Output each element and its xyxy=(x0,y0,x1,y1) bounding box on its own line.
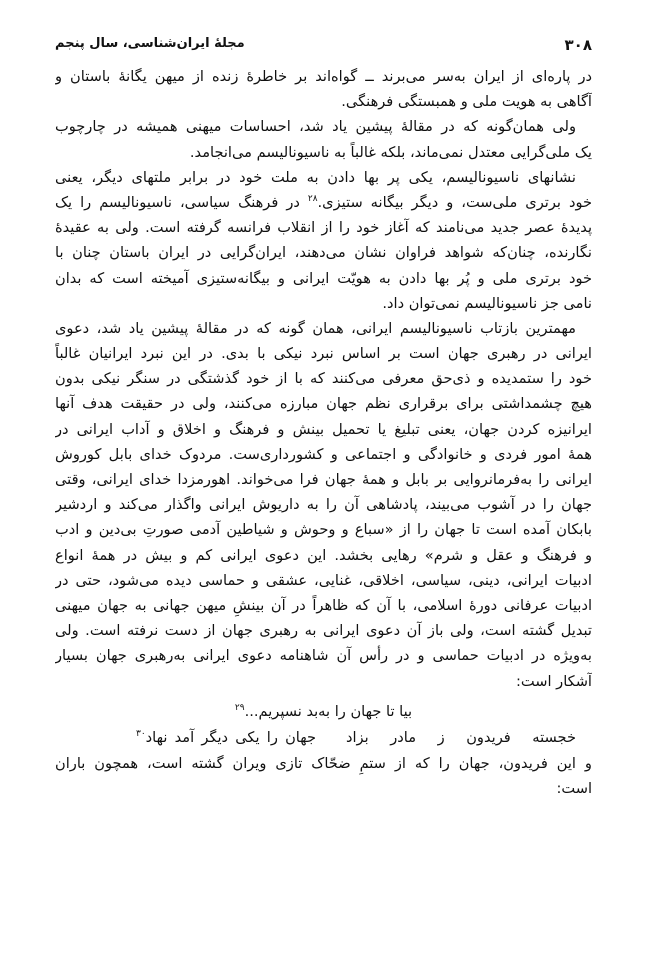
text-line: همهٔ امور فردی و خانوادگی و اجتماعی و کشورداری‌ست. مردوک خدای بابل کوروش xyxy=(55,445,592,463)
text-line: و این فریدون، جهان را که از ستمِ ضحّاک تازی ویران گشته است، همچون باران xyxy=(55,754,592,772)
text-segment: در فرهنگ سیاسی، ناسیونالیسم را یک xyxy=(55,193,300,211)
hemistich-gap xyxy=(316,725,346,751)
text-line: جهان را در آشوب می‌بیند، پادشاهی آن را به داریوش ایرانی واگذار می‌کند و اردشیر xyxy=(55,496,592,514)
journal-title: مجلهٔ ایران‌شناسی، سال پنجم xyxy=(55,36,245,51)
verse-title xyxy=(55,698,592,725)
footnote-ref-29: ۲۹ xyxy=(234,702,245,713)
text-segment: خود برتری ملی‌ست، و دیگر بیگانه ستیزی. xyxy=(317,193,592,211)
hemistich-2 xyxy=(136,725,316,751)
hemistich-1: خجسته فریدون ز مادر بزاد xyxy=(346,728,576,746)
verse-couplet xyxy=(55,725,592,751)
hemistich-2-text: جهان را یکی دیگر آمد نهاد xyxy=(145,728,316,746)
text-line: خود برتری ملی و پُر بها دادن به هویّت ایرانی و بیگانه‌ستیزی آمیخته است که بدان xyxy=(55,269,592,287)
text-line: بابکان آمده است تا جهان را از «سباع و وحوش و شیاطین آدمی صورتِ بی‌دین و ادب xyxy=(55,521,592,539)
paragraph-1 xyxy=(55,64,592,114)
footnote-ref-28: ۲۸ xyxy=(307,194,318,205)
text-line: ادبیات ایرانی، دینی، سیاسی، اخلاقی، غنایی، عشقی و حماسی دیده می‌شود، حتی در xyxy=(55,571,592,589)
body-text xyxy=(55,64,592,801)
text-line: مهمترین بازتاب ناسیونالیسم ایرانی، همان گونه که در مقالهٔ پیشین یاد شد، دعوی xyxy=(55,319,576,337)
text-line: ایرانیزه کردن جهان، یعنی تبلیغ یا تحمیل بینش و فرهنگ و اخلاق و آداب ایرانی در xyxy=(55,420,592,438)
text-line: ایرانی در رهبری جهان است بر اساس نبرد نیکی با بدی. در این نبرد ایرانیان غالباً xyxy=(55,345,592,363)
text-line: به‌ویژه در ادبیات حماسی و در رأس آن شاهنامه دعوی ایرانی به‌رهبری جهان بسیار xyxy=(55,647,592,665)
text-line: هیچ چشمداشتی برای برقراری نظم جهان مبارزه می‌کنند، ولی در حقیقت هدف آنها xyxy=(55,395,592,413)
text-line: تبدیل گشته است، ولی باز آن دعوی ایرانی به رهبری جهان از دست نرفته است. ولی xyxy=(55,622,592,640)
text-line: نگارنده، چنان‌که شواهد فراوان نشان می‌دهند، ایران‌گرایی در ایران باستان چنان با xyxy=(55,244,592,262)
verse-title-text: بیا تا جهان را به‌بد نسپریم... xyxy=(244,702,413,720)
footnote-ref-30: ۳۰ xyxy=(136,728,146,739)
text-line: ادبیات عرفانی دورهٔ اسلامی، با آن که ظاهراً در آن بینشِ میهن جهانی به جهان میهنی xyxy=(55,596,592,614)
page-number: ۳۰۸ xyxy=(564,36,592,54)
text-line: خود را ستمدیده و ذی‌حق معرفی می‌کنند که با از خود گذشتگی در سنگر نیکی بدون xyxy=(55,370,592,388)
text-line: یک ملی‌گرایی معتدل نمی‌ماند، بلکه غالباً به ناسیونالیسم می‌انجامد. xyxy=(189,143,592,161)
paragraph-2 xyxy=(55,114,592,164)
text-line-with-footnote xyxy=(55,190,592,215)
text-line: و فرهنگ و عقل و شرم» رهایی بخشد. این دعوی ایرانی کم و بیش در همهٔ انواع xyxy=(55,546,592,564)
closing-paragraph xyxy=(55,751,592,801)
text-line: آشکار است: xyxy=(515,672,592,690)
text-line: ولی همان‌گونه که در مقالهٔ پیشین یاد شد، احساسات میهنی همیشه در چارچوب xyxy=(55,118,576,136)
text-line: آگاهی به هویت ملی و همبستگی فرهنگی. xyxy=(341,93,592,111)
paragraph-3 xyxy=(55,165,592,316)
text-line: ایرانی را به‌فرمانروایی بر بابل و همهٔ جهان فرا می‌خواند. اهورمزدا خدای ایرانی، وقتی xyxy=(55,471,592,488)
running-header xyxy=(55,36,592,58)
text-line: است: xyxy=(556,779,592,797)
text-line: نامی جز ناسیونالیسم نمی‌توان داد. xyxy=(382,294,592,312)
text-line: در پاره‌ای از ایران به‌سر می‌برند ــ گواه‌اند بر خاطرهٔ زنده از میهن یگانهٔ باستان و xyxy=(55,68,592,85)
text-line: پدیدهٔ عصر جدید می‌نامند که آغاز خود را از انقلاب فرانسه گرفته است. ولی به عقیدهٔ xyxy=(55,219,592,237)
text-line: نشانهای ناسیونالیسم، یکی پر بها دادن به ملت خود در برابر ملتهای دیگر، یعنی xyxy=(55,168,576,186)
paragraph-4 xyxy=(55,316,592,694)
